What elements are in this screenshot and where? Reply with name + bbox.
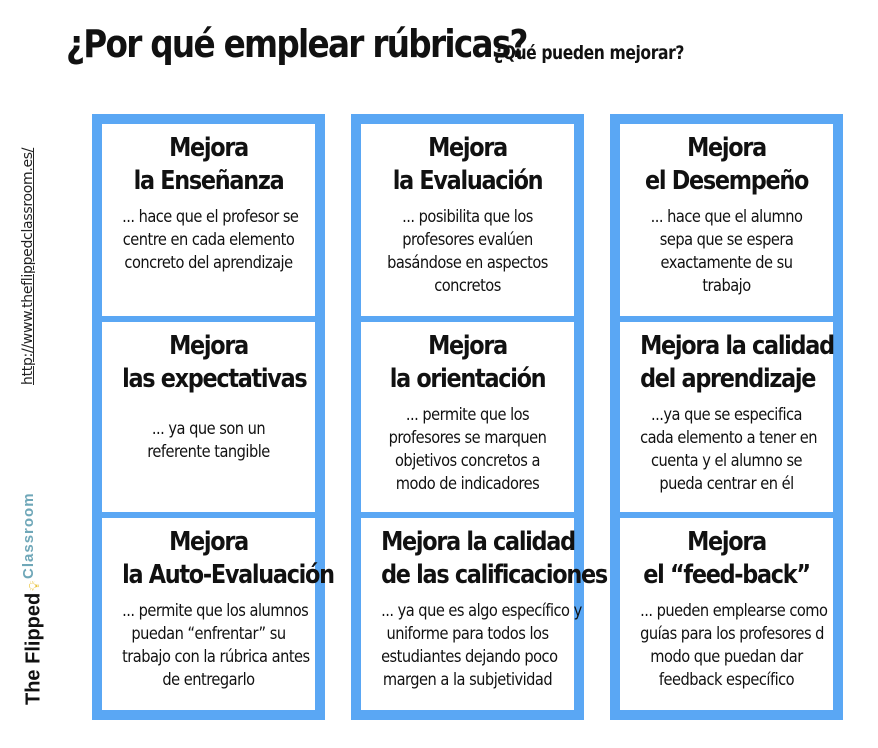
column-2 <box>351 114 607 720</box>
page-title: ¿Por qué emplear rúbricas? <box>66 22 527 66</box>
card-auto-evaluacion <box>102 518 334 710</box>
card-description: ... hace que el profesor se centre en cada elemento concreto del aprendizaje <box>122 207 299 273</box>
card-title: Mejora el Desempeño <box>644 133 809 196</box>
card-description: ...ya que se especifica cada elemento a tener en cuenta y el alumno se pueda centrar en él <box>640 405 817 494</box>
card-title: Mejora la Evaluación <box>392 133 543 196</box>
page-subtitle: ¿Qué pueden mejorar? <box>494 42 684 64</box>
card-expectativas <box>102 322 315 512</box>
card-feedback <box>620 518 833 710</box>
card-title: Mejora la calidad de las calificaciones <box>381 527 607 590</box>
card-description: ... posibilita que los profesores evalúen basándose en aspectos concretos <box>387 207 548 296</box>
card-title: Mejora la orientación <box>389 331 546 394</box>
card-title: Mejora las expectativas <box>122 331 307 394</box>
card-calidad-aprendizaje <box>620 322 833 512</box>
card-title: Mejora el “feed-back” <box>643 527 810 590</box>
card-description: ... hace que el alumno sepa que se espera exactamente de su trabajo <box>650 207 803 296</box>
column-3 <box>610 114 843 720</box>
column-1 <box>92 114 334 720</box>
card-evaluacion <box>361 124 574 316</box>
card-title: Mejora la Enseñanza <box>133 133 284 196</box>
card-orientacion <box>361 322 574 512</box>
card-description: ... pueden emplearse como guías para los profesores d modo que puedan dar feedback específico <box>640 601 828 690</box>
logo <box>20 492 45 705</box>
card-title: Mejora la calidad del aprendizaje <box>640 331 834 394</box>
logo-main-text: The Flipped <box>22 592 45 705</box>
card-description: ... permite que los profesores se marquen objetivos concretos a modo de indicadores <box>388 405 547 494</box>
card-description: ... ya que es algo específico y uniforme para todos los estudiantes dejando poco margen a la subjetividad <box>381 601 582 690</box>
card-description: ... permite que los alumnos puedan “enfrentar” su trabajo con la rúbrica antes de entregarlo <box>122 601 310 690</box>
card-desempeno <box>620 124 833 316</box>
logo-sub-text: Classroom <box>20 492 37 579</box>
card-ensenanza <box>102 124 315 316</box>
card-title: Mejora la Auto-Evaluación <box>122 527 334 590</box>
card-calificaciones <box>361 518 607 710</box>
website-link[interactable]: http://www.theflippedclassroom.es/ <box>20 147 36 385</box>
lightbulb-icon: 💡︎ <box>26 580 43 591</box>
card-description: ... ya que son un referente tangible <box>147 419 270 462</box>
